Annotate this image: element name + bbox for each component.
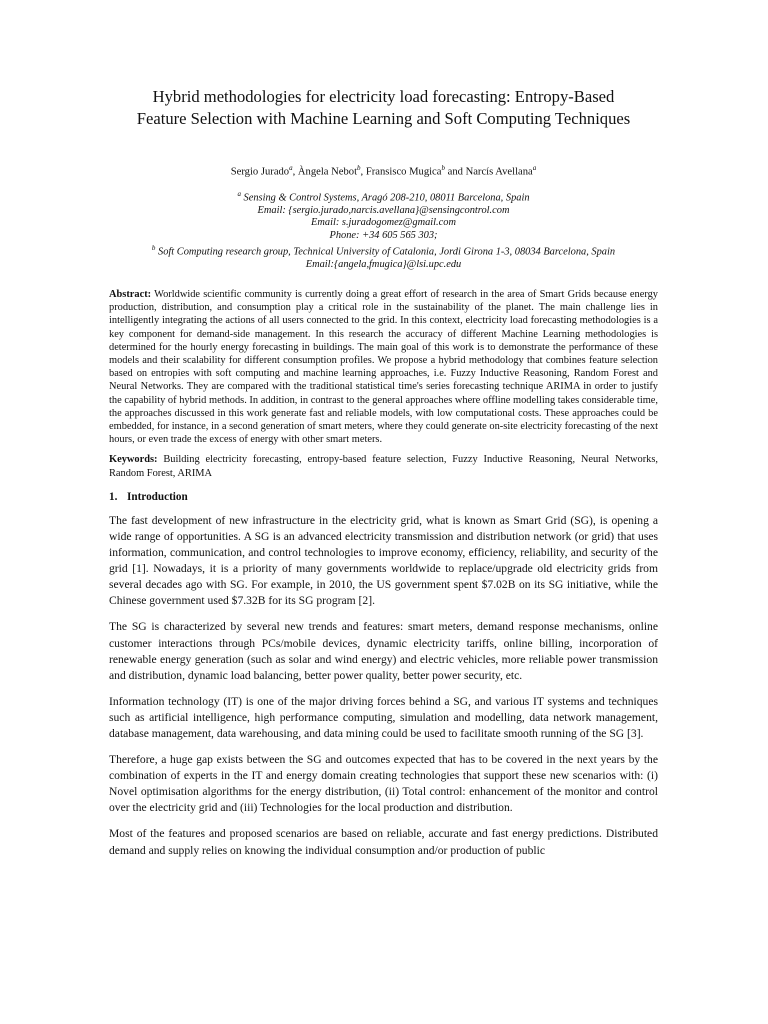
affiliations [109, 188, 658, 273]
affil-mark-b: b [151, 244, 156, 253]
affiliation-email-2: Email: s.juradogomez@gmail.com [311, 217, 456, 229]
affiliation-email-1: Email: {sergio.jurado,narcis.avellana}@sensingcontrol.com [257, 204, 510, 216]
paper-page [109, 86, 658, 859]
section-number: 1. [109, 490, 118, 503]
body-paragraph: Therefore, a huge gap exists between the SG and outcomes expected that has to be covered in the next years by the combination of experts in the IT and energy domain creating technologies that support these new scenarios with: (i) Novel optimisation algorithms for the energy distribution, (ii) Total control: enhancement of the monitor and control over the electricity grid and (iii) Technologies for the local production and distribution. [109, 753, 658, 815]
author-separator: , [292, 166, 298, 178]
affil-mark-a: a [237, 189, 241, 198]
author-name: Àngela Nebot [297, 166, 358, 178]
keywords-label: Keywords: [109, 454, 158, 466]
affiliation-phone: Phone: +34 605 565 303; [329, 229, 438, 241]
body-paragraph: The SG is characterized by several new trends and features: smart meters, demand response mechanisms, online customer interactions through PCs/mobile devices, dynamic electricity tariffs, online billing, incorporation of renewable energy generation (such as solar and wind energy) and electric vehicles, more reliable power transmission and distribution, dynamic load balancing, better power quality, better power security, etc. [109, 620, 658, 682]
keywords-text: Building electricity forecasting, entropy-based feature selection, Fuzzy Inductive Reasoning, Neural Networks, Random Forest, ARIMA [109, 454, 658, 479]
abstract-label: Abstract: [109, 289, 152, 301]
affiliation-email-3: Email:{angela,fmugica}@lsi.upc.edu [305, 259, 462, 271]
author-list [109, 161, 658, 180]
abstract-text: Worldwide scientific community is currently doing a great effort of research in the area of Smart Grids because energy production, distribution, and consumption play a critical role in the sustainability of the planet. The main challenge lies in intelligently integrating the actions of all users connected to the grid. In this context, electricity load forecasting methodologies is a key component for demand-side management. In this research the accuracy of different Machine Learning methodologies is determined for the hourly energy forecasting in buildings. The main goal of this work is to demonstrate the performance of these models and their scalability for different consumption profiles. We propose a hybrid methodology that combines feature selection based on entropies with soft computing and machine learning approaches, i.e. Fuzzy Inductive Reasoning, Random Forest and Neural Networks. They are compared with the traditional statistical time's series forecasting technique ARIMA in order to justify the capability of hybrid methods. In addition, in contrast to the general approaches where offline modelling takes considerable time, the approaches discussed in this work generate fast and reliable models, with low computational costs. These approaches could be embedded, for instance, in a second generation of smart meters, where they could generate on-site electricity forecasting of the next hours, or even trade the excess of energy with other smart meters. [109, 289, 658, 446]
author-name: Fransisco Mugica [365, 166, 442, 178]
author-name: Sergio Jurado [230, 166, 290, 178]
paper-title [109, 86, 658, 130]
body-paragraph: Information technology (IT) is one of the major driving forces behind a SG, and various IT systems and techniques such as artificial intelligence, high performance computing, simulation and modelling, data network management, database management, data warehousing, and data mining could be used to facilitate smooth running of the SG [3]. [109, 694, 658, 740]
title-line-2: Feature Selection with Machine Learning and Soft Computing Techniques [136, 109, 631, 128]
section-title: Introduction [127, 490, 188, 503]
author-name: Narcís Avellana [465, 166, 533, 178]
affiliation-a-text: Sensing & Control Systems, Aragó 208-210, 08011 Barcelona, Spain [240, 192, 530, 203]
author-separator: , [360, 166, 366, 178]
body-paragraph: Most of the features and proposed scenarios are based on reliable, accurate and fast energy predictions. Distributed demand and supply relies on knowing the individual consumption and/or production of public [109, 827, 658, 857]
section-heading-introduction [109, 490, 658, 504]
keywords [109, 453, 658, 479]
author-affil-mark: a [532, 164, 537, 172]
affiliation-b [109, 242, 658, 259]
author-affil-mark: a [289, 164, 293, 172]
author-separator: and [444, 166, 466, 178]
affiliation-b-text: Soft Computing research group, Technical University of Catalonia, Jordi Girona 1-3, 08034 Barcelona, Spain [155, 246, 616, 258]
author-affil-mark: b [357, 164, 361, 172]
title-line-1: Hybrid methodologies for electricity load forecasting: Entropy-Based [152, 87, 615, 106]
abstract [109, 288, 658, 446]
body-paragraph: The fast development of new infrastructure in the electricity grid, what is known as Smart Grid (SG), is opening a wide range of opportunities. A SG is an advanced electricity transmission and distribution network (or grid) that uses information, communication, and control technologies to improve economy, efficiency, reliability, and security of the grid [1]. Nowadays, it is a priority of many governments worldwide to replace/upgrade old electricity grids from several decades ago with SG. For example, in 2010, the US government spent $7.02B on its SG initiative, while the Chinese government used $7.32B for its SG program [2]. [109, 513, 658, 608]
author-affil-mark: b [441, 164, 445, 172]
affiliation-a [109, 188, 658, 205]
